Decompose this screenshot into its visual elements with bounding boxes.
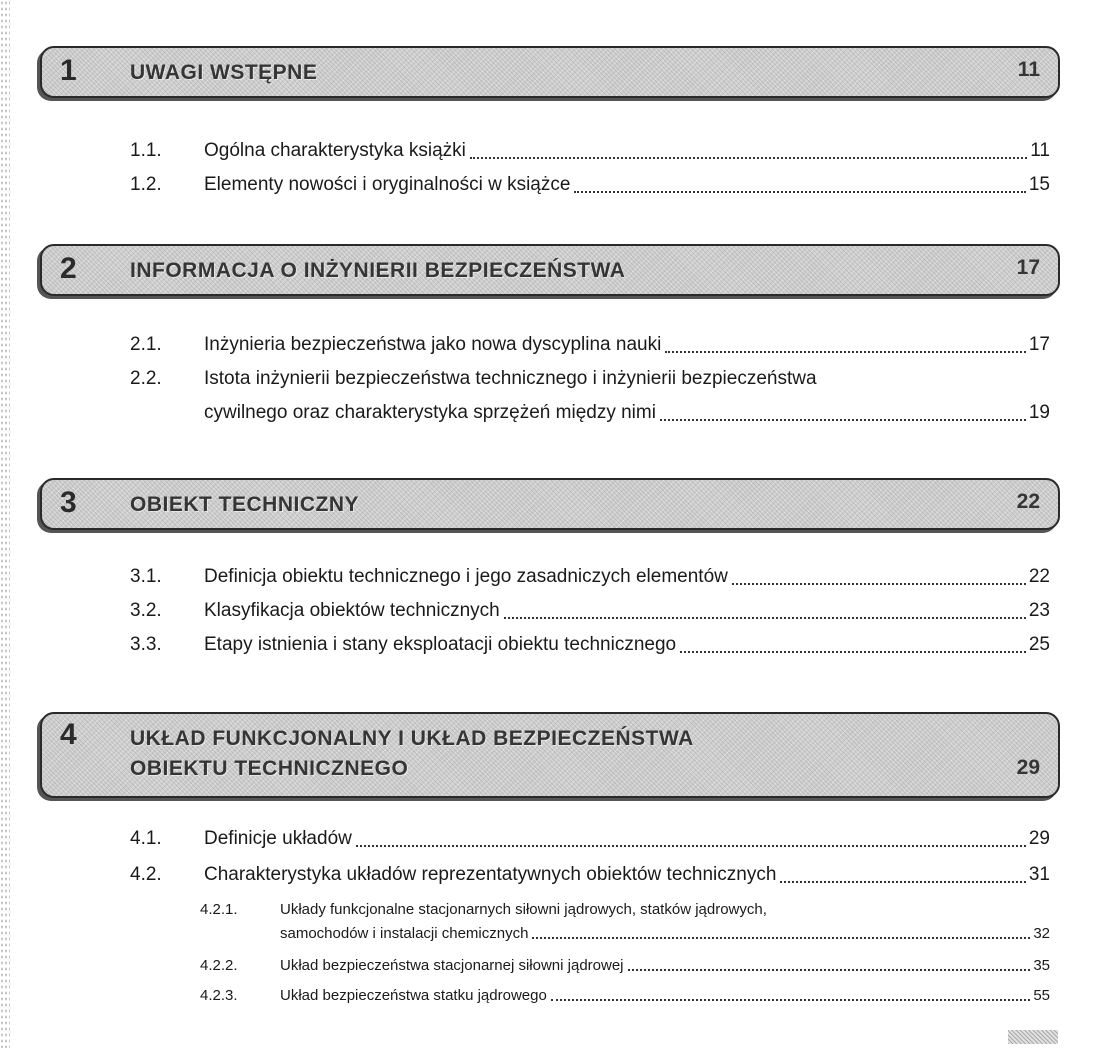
entry-title: Definicja obiektu technicznego i jego zasadniczych elementów	[204, 566, 728, 587]
chapter-3-bar	[40, 478, 1060, 530]
scan-edge	[0, 0, 10, 1048]
toc-entry[interactable]	[130, 168, 1050, 202]
leader-dots	[665, 351, 1026, 353]
toc-entry[interactable]	[130, 822, 1050, 856]
toc-entry[interactable]	[130, 858, 1050, 892]
entry-title: Elementy nowości i oryginalności w książce	[204, 174, 571, 195]
chapter-title: UKŁAD FUNKCJONALNY I UKŁAD BEZPIECZEŃSTWA OBIEKTU TECHNICZNEGO	[130, 727, 694, 780]
chapter-number: 1	[60, 54, 77, 87]
entry-title: Klasyfikacja obiektów technicznych	[204, 600, 500, 621]
entry-number: 3.3.	[130, 634, 162, 655]
chapter-title: UWAGI WSTĘPNE	[130, 61, 318, 84]
chapter-number: 4	[60, 718, 77, 751]
entry-page: 25	[1028, 634, 1050, 655]
subentry-number: 4.2.2.	[200, 957, 238, 974]
entry-page: 29	[1028, 828, 1050, 849]
toc-entry[interactable]	[130, 134, 1050, 168]
entry-title: Inżynieria bezpieczeństwa jako nowa dyscyplina nauki	[204, 334, 662, 355]
subentry-page: 35	[1033, 957, 1050, 974]
toc-entry[interactable]	[130, 328, 1050, 362]
chapter-2-bar	[40, 244, 1060, 296]
leader-dots	[732, 583, 1026, 585]
entry-page: 31	[1028, 864, 1050, 885]
entry-page: 22	[1028, 566, 1050, 587]
entry-title: Definicje układów	[204, 828, 352, 849]
entry-number: 3.2.	[130, 600, 162, 621]
leader-dots	[551, 999, 1030, 1001]
leader-dots	[680, 651, 1026, 653]
leader-dots	[470, 157, 1027, 159]
chapter-number: 2	[60, 252, 77, 285]
entry-page: 17	[1028, 334, 1050, 355]
leader-dots	[504, 617, 1026, 619]
chapter-title: INFORMACJA O INŻYNIERII BEZPIECZEŃSTWA	[130, 259, 626, 282]
entry-number: 1.2.	[130, 174, 162, 195]
chapter-page: 29	[1016, 756, 1040, 779]
chapter-page: 11	[1017, 58, 1040, 81]
subentry-page: 32	[1033, 925, 1050, 942]
entry-title: cywilnego oraz charakterystyka sprzężeń między nimi	[204, 402, 656, 423]
leader-dots	[780, 881, 1025, 883]
leader-dots	[532, 937, 1030, 939]
entry-number: 2.1.	[130, 334, 162, 355]
entry-title: Ogólna charakterystyka książki	[204, 140, 466, 161]
toc-subentry[interactable]	[200, 984, 1050, 1008]
toc-entry[interactable]	[130, 362, 1050, 430]
leader-dots	[660, 419, 1026, 421]
subentry-title: Układ bezpieczeństwa statku jądrowego	[280, 987, 547, 1004]
entry-number: 1.1.	[130, 140, 162, 161]
entry-number: 3.1.	[130, 566, 162, 587]
chapter-4-bar	[40, 712, 1060, 798]
leader-dots	[628, 969, 1031, 971]
entry-page: 23	[1028, 600, 1050, 621]
chapter-number: 3	[60, 486, 77, 519]
toc-entry[interactable]	[130, 628, 1050, 662]
chapter-1-bar	[40, 46, 1060, 98]
toc-entry[interactable]	[130, 594, 1050, 628]
entry-title: Etapy istnienia i stany eksploatacji obiektu technicznego	[204, 634, 677, 655]
subentry-title-line: Układy funkcjonalne stacjonarnych siłowni jądrowych, statków jądrowych,	[280, 901, 767, 918]
leader-dots	[574, 191, 1025, 193]
entry-page: 15	[1028, 174, 1050, 195]
toc-entry[interactable]	[130, 560, 1050, 594]
entry-number: 4.2.	[130, 864, 162, 885]
leader-dots	[356, 845, 1026, 847]
subentry-number: 4.2.3.	[200, 987, 238, 1004]
subentry-title: Układ bezpieczeństwa stacjonarnej siłowni jądrowej	[280, 957, 624, 974]
toc-subentry[interactable]	[200, 954, 1050, 978]
subentry-number: 4.2.1.	[200, 901, 238, 918]
entry-page: 11	[1030, 140, 1050, 161]
entry-number: 2.2.	[130, 368, 162, 389]
corner-shaded-box	[1008, 1030, 1058, 1044]
chapter-page: 17	[1016, 256, 1040, 279]
entry-title-line: Istota inżynierii bezpieczeństwa technicznego i inżynierii bezpieczeństwa	[204, 368, 817, 389]
toc-subentry[interactable]	[200, 898, 1050, 946]
subentry-title: samochodów i instalacji chemicznych	[280, 925, 529, 942]
entry-number: 4.1.	[130, 828, 162, 849]
subentry-page: 55	[1033, 987, 1050, 1004]
chapter-page: 22	[1016, 490, 1040, 513]
entry-title: Charakterystyka układów reprezentatywnych obiektów technicznych	[204, 864, 777, 885]
chapter-title: OBIEKT TECHNICZNY	[130, 493, 359, 516]
entry-page: 19	[1028, 402, 1050, 423]
